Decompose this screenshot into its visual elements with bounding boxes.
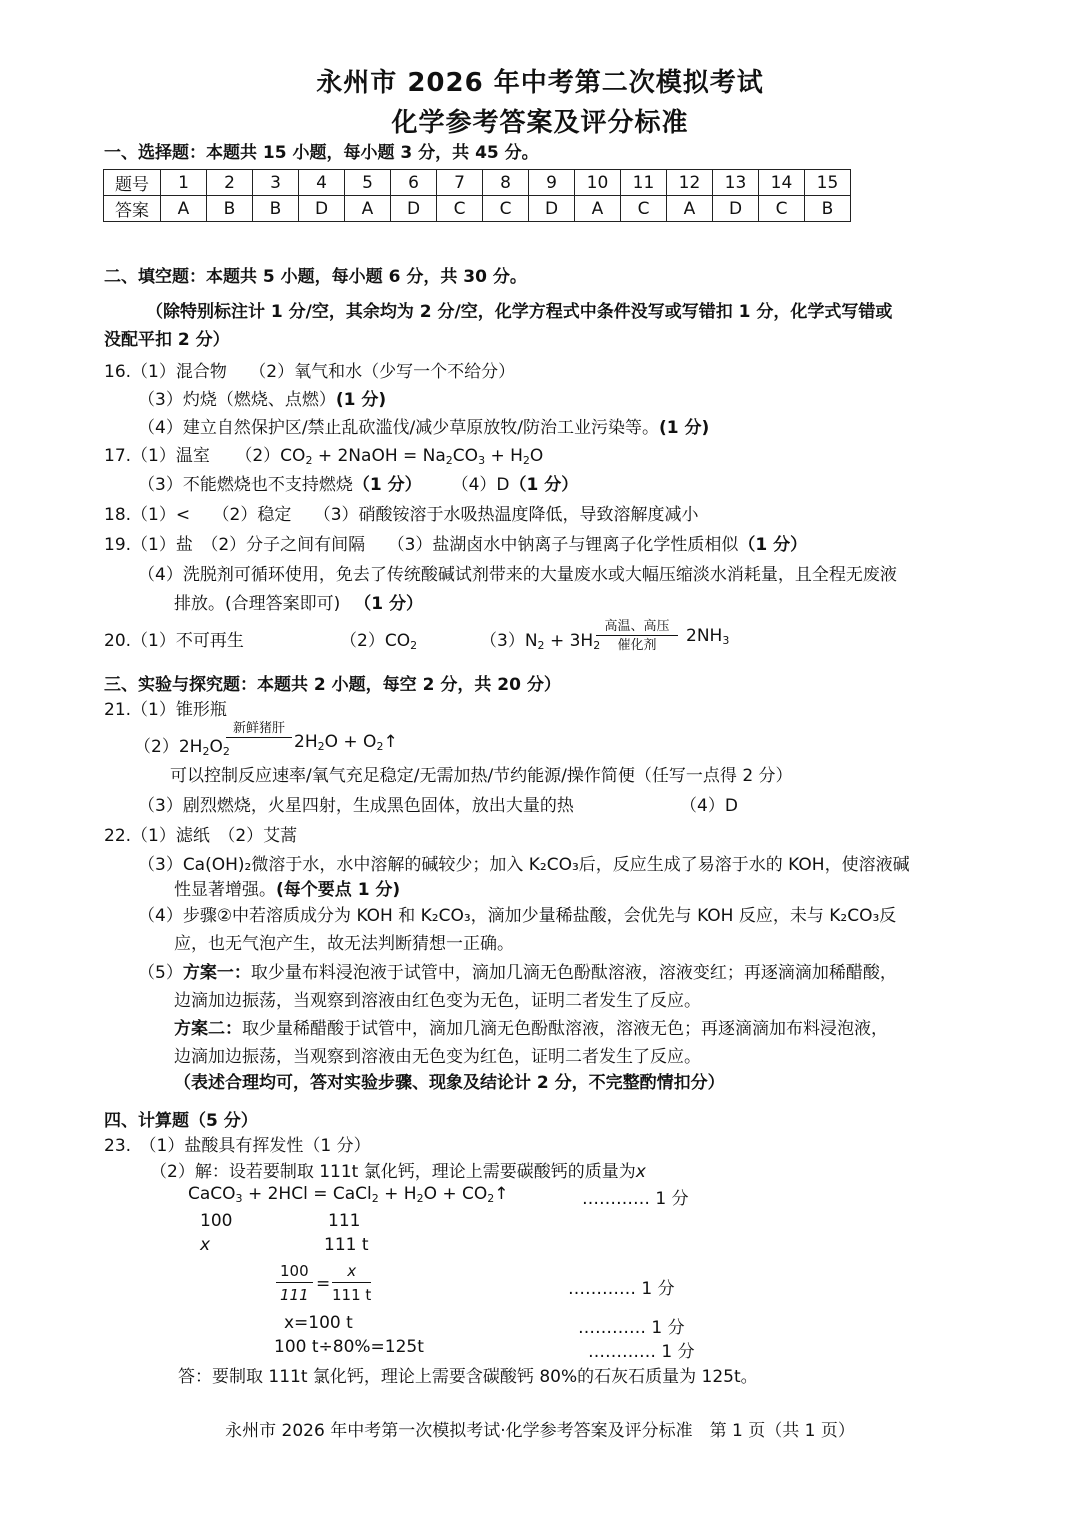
question-number-cell: 4 <box>299 170 345 196</box>
answer-cell: D <box>391 196 437 222</box>
q17-equation: $CO_2$ + 2NaOH = $Na_2CO_3 + H_2O$ <box>280 446 544 467</box>
q19-line3 <box>174 589 423 614</box>
question-number-cell: 9 <box>529 170 575 196</box>
q23-points-2: ………… 1 分 <box>568 1279 675 1299</box>
q16-3-text: （3）灼烧（燃烧、点燃） <box>138 390 336 410</box>
plan-1-label: 方案一： <box>182 963 251 983</box>
page-subtitle: 化学参考答案及评分标准 <box>391 108 689 138</box>
q23-mass-111t: 111 t <box>324 1235 369 1255</box>
q23-fraction-right: $\frac{x}{111 t}$ <box>332 1262 372 1304</box>
answer-cell: B <box>805 196 851 222</box>
answer-cell: D <box>299 196 345 222</box>
question-number-cell: 7 <box>437 170 483 196</box>
question-number-cell: 3 <box>253 170 299 196</box>
question-number-cell: 12 <box>667 170 713 196</box>
q22-5-line1: （5）方案一：取少量布料浸泡液于试管中，滴加几滴无色酚酞溶液，溶液变红；再逐滴滴加稀醋酸， <box>138 963 897 983</box>
answer-cell: A <box>575 196 621 222</box>
q23-answer: 答：要制取 111t 氯化钙，理论上需要含碳酸钙 80%的石灰石质量为 125t。 <box>178 1367 758 1387</box>
question-number-cell: 14 <box>759 170 805 196</box>
q20-product: $2NH_3$ <box>686 626 730 647</box>
q17-line2 <box>138 470 578 495</box>
q21-2-note: 可以控制反应速率/氧气充足稳定/无需加热/节约能源/操作简便（任写一点得 2 分） <box>170 766 793 786</box>
answer-cell: C <box>621 196 667 222</box>
answer-cell: C <box>437 196 483 222</box>
section-2-note-cont: 没配平扣 2 分） <box>104 330 230 350</box>
answer-cell: A <box>161 196 207 222</box>
q21-product: $2H_2O$ + $O_2↑$ <box>294 732 398 753</box>
q16-4-text: （4）建立自然保护区/禁止乱砍滥伐/减少草原放牧/防治工业污染等。 <box>138 418 659 438</box>
plan-2-label: 方案二： <box>174 1019 242 1039</box>
q16-4-points: (1 分) <box>659 418 710 438</box>
q22-4-line1: （4）步骤②中若溶质成分为 KOH 和 K₂CO₃，滴加少量稀盐酸，会优先与 KOH 反应，未与 K₂CO₃反 <box>138 906 897 926</box>
q23-mass-100: 100 <box>200 1211 233 1231</box>
q20-1: 20.（1）不可再生 <box>104 631 244 651</box>
section-1-heading: 一、选择题：本题共 15 小题，每小题 3 分，共 45 分。 <box>104 143 539 163</box>
q23-points-3: ………… 1 分 <box>578 1318 685 1338</box>
q20-condition <box>596 621 678 655</box>
q22-4-line2: 应，也无气泡产生，故无法判断猜想一正确。 <box>174 934 514 954</box>
answer-cell: B <box>207 196 253 222</box>
page-title: 永州市 2026 年中考第二次模拟考试 <box>316 68 764 98</box>
question-number-cell: 8 <box>483 170 529 196</box>
q17-3-points: （1 分） <box>352 475 422 495</box>
q18-line: 18.（1）< （2）稳定 （3）硝酸铵溶于水吸热温度降低，导致溶解度减小 <box>104 505 699 525</box>
q19-4-points: （1 分） <box>354 594 424 614</box>
question-number-cell: 2 <box>207 170 253 196</box>
q19-line1 <box>104 530 807 555</box>
page-footer: 永州市 2026 年中考第一次模拟考试·化学参考答案及评分标准 第 1 页（共 1 页） <box>225 1421 855 1441</box>
question-number-cell: 6 <box>391 170 437 196</box>
question-number-cell: 5 <box>345 170 391 196</box>
answer-cell: C <box>483 196 529 222</box>
q21-4: （4）D <box>680 796 738 816</box>
q20-3: $(3)N_2 + 3H_2$ <box>480 631 601 652</box>
question-number-cell: 15 <box>805 170 851 196</box>
q22-3-points: (每个要点 1 分) <box>276 880 401 900</box>
q23-2-intro: （2）解：设若要制取 111t 氯化钙，理论上需要碳酸钙的质量为x <box>150 1162 646 1182</box>
answer-cell: B <box>253 196 299 222</box>
q20-2: $(2)CO_2$ <box>340 631 418 652</box>
q17-4-text: （4）D <box>451 475 510 495</box>
q23-equals: = <box>316 1274 331 1294</box>
q23-fraction-left: $\frac{100}{111}$ <box>276 1262 313 1304</box>
row-label-answer: 答案 <box>104 196 161 222</box>
q22-5-line2: 边滴加边振荡，当观察到溶液由红色变为无色，证明二者发生了反应。 <box>174 991 701 1011</box>
q23-equation: CaCO$_3$ + 2HCl = CaCl$_2$ + $H_2O$ + $CO_2↑$ <box>188 1184 509 1205</box>
section-2-heading: 二、填空题：本题共 5 小题，每小题 6 分，共 30 分。 <box>104 267 527 287</box>
q23-unknown-x: x <box>200 1235 211 1255</box>
q19-3-points: （1 分） <box>738 535 808 555</box>
q19-text: 19.（1）盐 （2）分子之间有间隔 （3）盐湖卤水中钠离子与锂离子化学性质相似 <box>104 535 739 555</box>
q22-5-line3: 方案二：取少量稀醋酸于试管中，滴加几滴无色酚酞溶液，溶液无色；再逐滴滴加布料浸泡液， <box>174 1019 888 1039</box>
q20-condition-bottom: 催化剂 <box>617 638 657 653</box>
section-3-heading: 三、实验与探究题：本题共 2 小题，每空 2 分，共 20 分） <box>104 675 561 695</box>
q22-5-note: （表述合理均可，答对实验步骤、现象及结论计 2 分，不完整酌情扣分） <box>174 1073 725 1093</box>
answer-cell: A <box>667 196 713 222</box>
q16-line2 <box>138 385 386 410</box>
section-2-note: （除特别标注计 1 分/空，其余均为 2 分/空，化学方程式中条件没写或写错扣 1 分，化学式写错或 <box>146 302 893 322</box>
q22-5-line4: 边滴加边振荡，当观察到溶液由无色变为红色，证明二者发生了反应。 <box>174 1047 701 1067</box>
q21-condition <box>226 723 292 757</box>
answer-cell: D <box>529 196 575 222</box>
row-label-number: 题号 <box>104 170 161 196</box>
q22-1-2: 22.（1）滤纸 （2）艾蒿 <box>104 826 298 846</box>
q17-3-text: （3）不能燃烧也不支持燃烧 <box>138 475 353 495</box>
answer-cell: C <box>759 196 805 222</box>
q19-line2: （4）洗脱剂可循环使用，免去了传统酸碱试剂带来的大量废水或大幅压缩淡水消耗量，且全程无废液 <box>138 565 897 585</box>
question-number-cell: 13 <box>713 170 759 196</box>
q21-condition-top: 新鲜猪肝 <box>226 721 292 738</box>
answer-table <box>103 169 851 222</box>
q16-line1: 16.（1）混合物 （2）氧气和水（少写一个不给分） <box>104 362 516 382</box>
q23-points-4: ………… 1 分 <box>588 1342 695 1362</box>
answer-cell: A <box>345 196 391 222</box>
q23-1: 23. （1）盐酸具有挥发性（1 分） <box>104 1136 371 1156</box>
q20-condition-top: 高温、高压 <box>596 619 678 636</box>
q17-line1 <box>104 441 543 466</box>
q21-1: 21.（1）锥形瓶 <box>104 700 227 720</box>
q16-3-points: (1 分) <box>335 390 387 410</box>
q21-3: （3）剧烈燃烧，火星四射，生成黑色固体，放出大量的热 <box>138 796 574 816</box>
question-number-cell: 1 <box>161 170 207 196</box>
q22-3-line2: 性显著增强。(每个要点 1 分) <box>174 880 401 900</box>
q22-3-line1: （3）Ca(OH)₂微溶于水，水中溶解的碱较少；加入 K₂CO₃后，反应生成了易溶于水的 KOH，使溶液碱 <box>138 855 910 875</box>
q17-1-2-text: 17.（1）温室 （2） <box>104 446 281 466</box>
answer-cell: D <box>713 196 759 222</box>
q16-line3 <box>138 413 709 438</box>
q23-points-1: ………… 1 分 <box>582 1189 689 1209</box>
q23-mass-111: 111 <box>328 1211 361 1231</box>
question-number-cell: 10 <box>575 170 621 196</box>
q17-4-points: （1 分） <box>509 475 579 495</box>
q23-result-x: x=100 t <box>284 1313 353 1333</box>
q23-result-limestone: 100 t÷80%=125t <box>274 1337 424 1357</box>
question-number-cell: 11 <box>621 170 667 196</box>
q19-4-text: 排放。(合理答案即可) <box>174 594 341 614</box>
q21-2: $(2)2H_2O_2$ <box>134 737 230 758</box>
section-4-heading: 四、计算题（5 分） <box>104 1111 258 1131</box>
